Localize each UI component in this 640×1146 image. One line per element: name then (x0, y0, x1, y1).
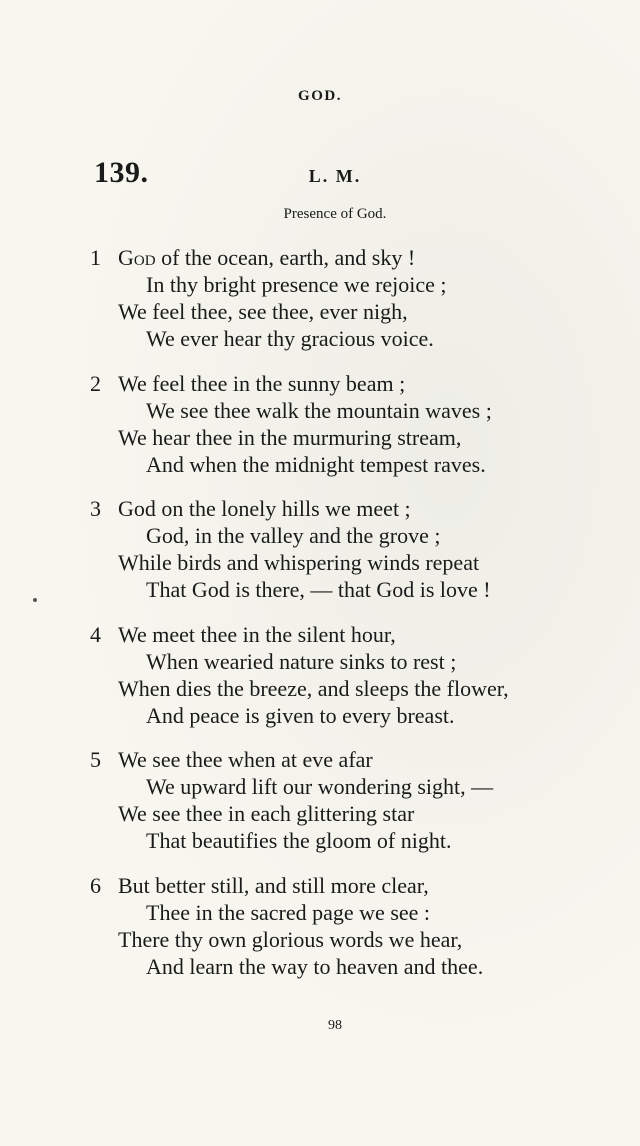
stanza-number: 4 (90, 622, 101, 647)
verse-line: And when the midnight tempest raves. (146, 452, 486, 477)
verse-line: God on the lonely hills we meet ; (118, 496, 411, 521)
verse-line: We see thee when at eve afar (118, 747, 373, 772)
stanza-6 (90, 872, 620, 980)
verse-line: There thy own glorious words we hear, (118, 927, 463, 952)
small-caps-word: God (118, 245, 156, 270)
verse-line (90, 244, 620, 271)
stanza-number: 1 (90, 245, 101, 270)
page-number: 98 (328, 1018, 342, 1033)
verse-line: While birds and whispering winds repeat (118, 550, 480, 575)
verse-line: We see thee in each glittering star (118, 801, 415, 826)
stanza-number: 3 (90, 496, 101, 521)
verse-line: And peace is given to every breast. (146, 703, 455, 728)
verse-line: We hear thee in the murmuring stream, (118, 425, 462, 450)
stanza-4 (90, 621, 620, 729)
verse-line: And learn the way to heaven and thee. (146, 954, 484, 979)
verse-line: In thy bright presence we rejoice ; (146, 272, 447, 297)
running-head: GOD. (298, 88, 342, 104)
verse-line: But better still, and still more clear, (118, 873, 429, 898)
verse-line: That God is there, — that God is love ! (146, 577, 491, 602)
verse-line: We meet thee in the silent hour, (118, 622, 396, 647)
verse-line: When wearied nature sinks to rest ; (146, 649, 457, 674)
stanza-number: 2 (90, 371, 101, 396)
verse-line: That beautifies the gloom of night. (146, 828, 452, 853)
hymn-subtitle: Presence of God. (283, 206, 387, 222)
stanza-3 (90, 495, 620, 603)
verse-line: We see thee walk the mountain waves ; (146, 398, 492, 423)
stanza-number: 5 (90, 747, 101, 772)
hymn-number: 139. (94, 156, 149, 189)
verse-line-text: of the ocean, earth, and sky ! (155, 245, 416, 270)
stanza-number: 6 (90, 873, 101, 898)
verse-line: Thee in the sacred page we see : (146, 900, 431, 925)
stanza-1 (90, 244, 620, 352)
stanza-5 (90, 746, 620, 854)
verse-line: We ever hear thy gracious voice. (146, 326, 434, 351)
stanza-2 (90, 370, 620, 478)
verse-line: We upward lift our wondering sight, — (146, 774, 494, 799)
verse-line: When dies the breeze, and sleeps the flower, (118, 676, 509, 701)
verse-line: God, in the valley and the grove ; (146, 523, 441, 548)
ink-speck (33, 598, 37, 602)
hymn-meter: L. M. (308, 166, 362, 186)
verse-line: We feel thee in the sunny beam ; (118, 371, 406, 396)
verse-line: We feel thee, see thee, ever nigh, (118, 299, 408, 324)
